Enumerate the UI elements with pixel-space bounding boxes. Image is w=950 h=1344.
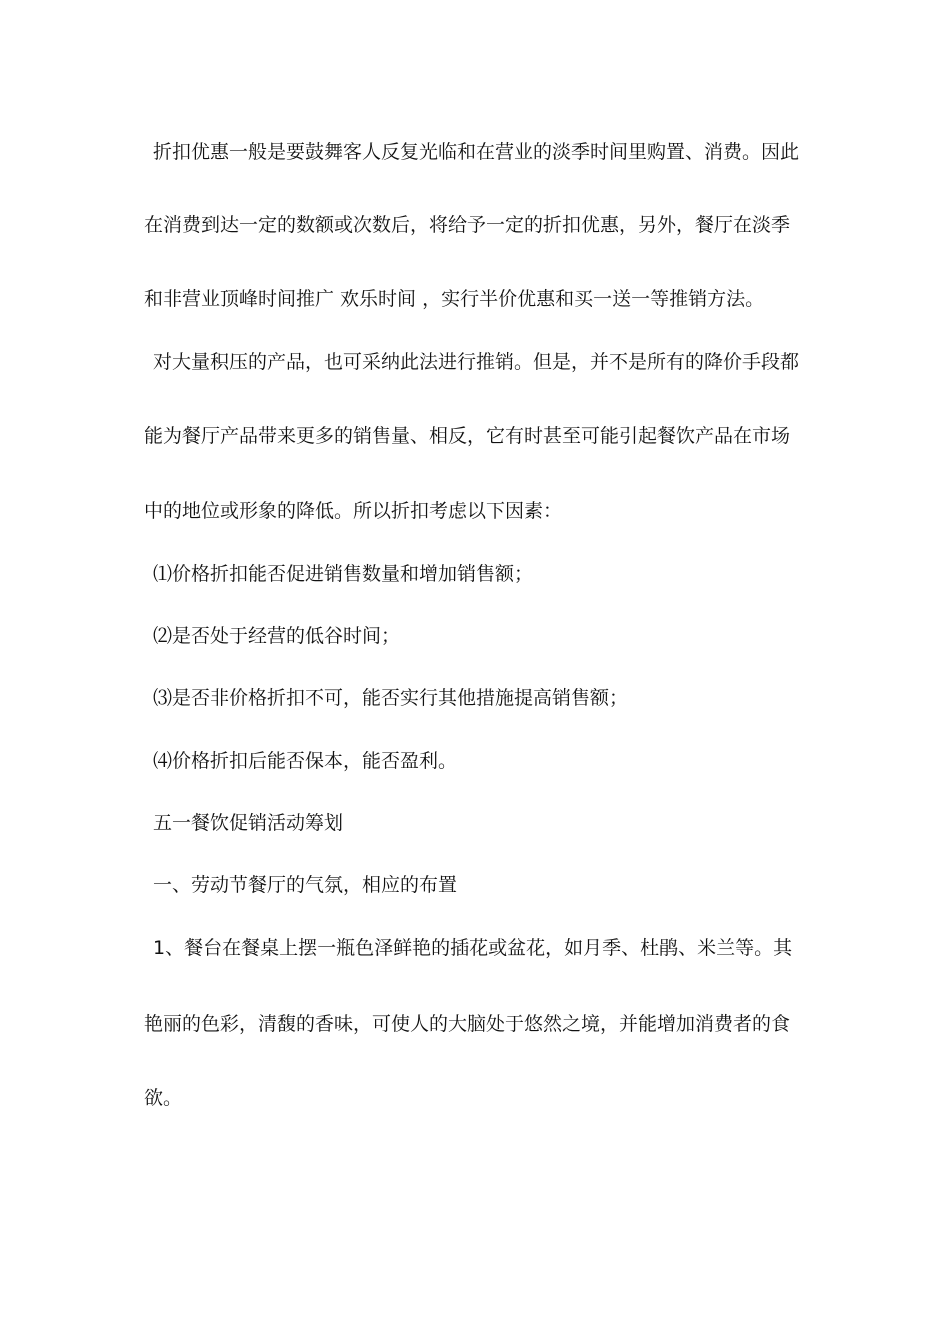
paragraph-2-line-1: 对大量积压的产品，也可采纳此法进行推销。但是，并不是所有的降价手段都 <box>153 351 800 373</box>
paragraph-1-line-3: 和非营业顶峰时间推广 欢乐时间 ，实行半价优惠和买一送一等推销方法。 <box>144 288 765 310</box>
subsection-heading: 一、劳动节餐厅的气氛，相应的布置 <box>153 874 458 896</box>
list-item-3: ⑶是否非价格折扣不可，能否实行其他措施提高销售额； <box>153 687 629 709</box>
paragraph-1-line-1: 折扣优惠一般是要鼓舞客人反复光临和在营业的淡季时间里购置、消费。因此 <box>153 141 800 163</box>
list-item-4: ⑷价格折扣后能否保本，能否盈利。 <box>153 750 458 772</box>
list-item-1: ⑴价格折扣能否促进销售数量和增加销售额； <box>153 563 534 585</box>
paragraph-3-line-2: 艳丽的色彩，清馥的香味，可使人的大脑处于悠然之境，并能增加消费者的食 <box>144 1013 791 1035</box>
paragraph-3-line-1: 1、餐台在餐桌上摆一瓶色泽鲜艳的插花或盆花，如月季、杜鹃、米兰等。其 <box>153 937 793 959</box>
section-heading: 五一餐饮促销活动筹划 <box>153 812 344 834</box>
paragraph-3-line-3: 欲。 <box>144 1087 183 1109</box>
paragraph-2-line-3: 中的地位或形象的降低。所以折扣考虑以下因素： <box>144 500 563 522</box>
list-item-2: ⑵是否处于经营的低谷时间； <box>153 625 401 647</box>
paragraph-2-line-2: 能为餐厅产品带来更多的销售量、相反，它有时甚至可能引起餐饮产品在市场 <box>144 425 791 447</box>
paragraph-1-line-2: 在消费到达一定的数额或次数后，将给予一定的折扣优惠，另外，餐厅在淡季 <box>144 214 791 236</box>
